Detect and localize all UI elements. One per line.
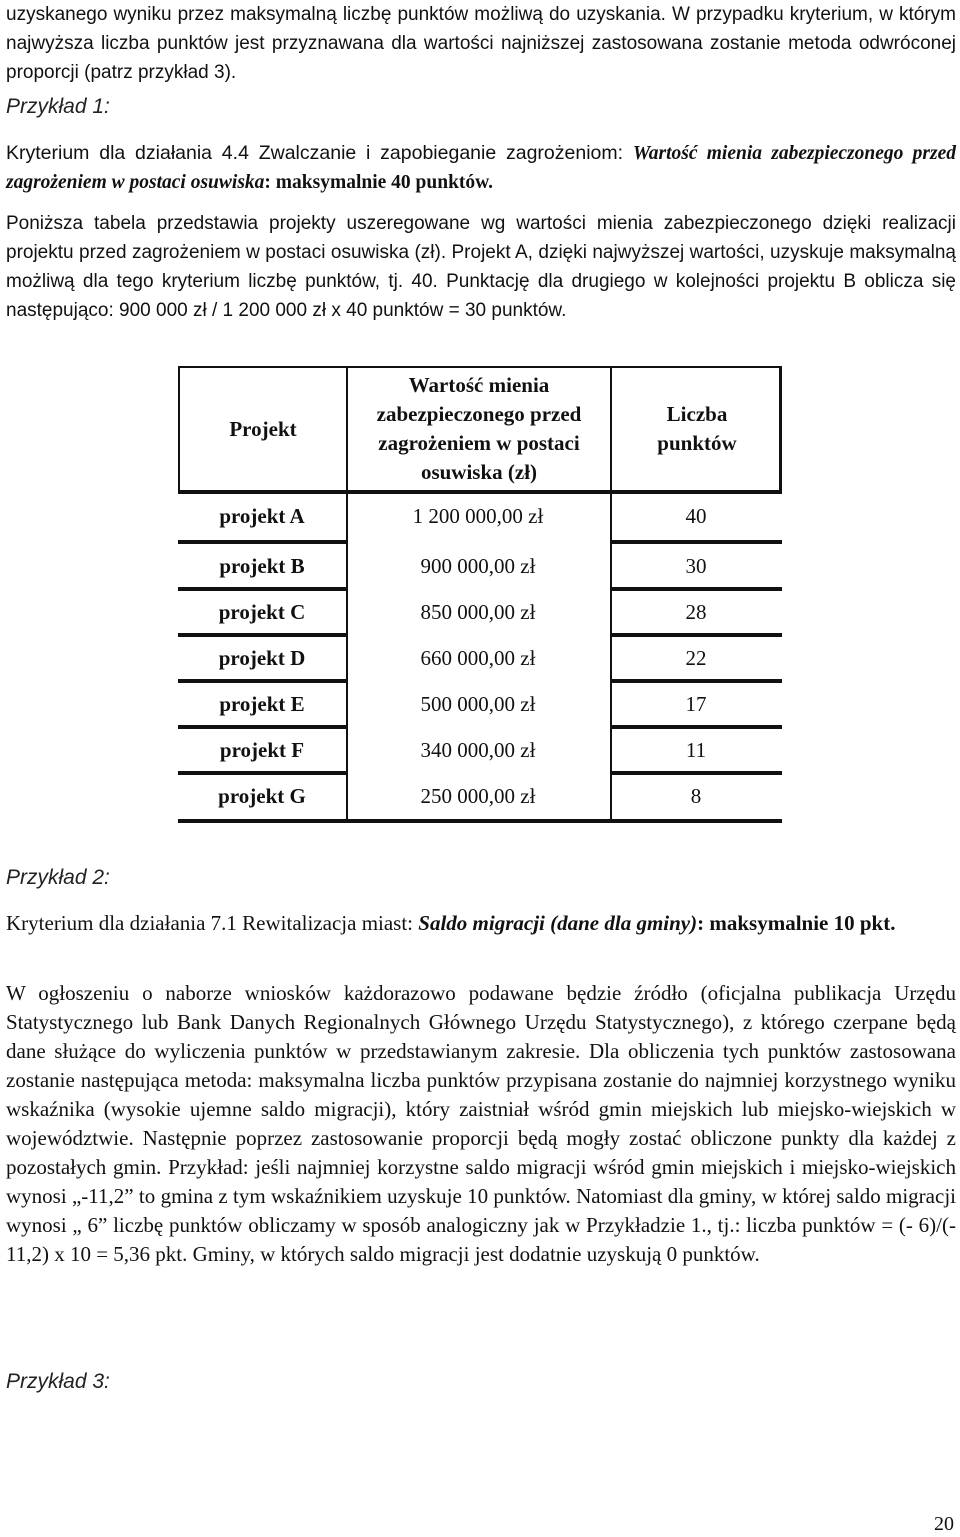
cell-value: 250 000,00 zł (420, 783, 536, 808)
cell-points: 30 (685, 553, 707, 578)
cell-value: 1 200 000,00 zł (412, 503, 544, 528)
example-3-heading: Przykład 3: (6, 1370, 110, 1393)
criterion-suffix: : maksymalnie 40 punktów. (264, 172, 494, 193)
table-row (178, 494, 782, 540)
table-bottom-border (178, 819, 782, 823)
criterion-prefix: Kryterium dla działania 4.4 Zwalczanie i zapobieganie zagrożeniom: (6, 142, 633, 164)
example-2-criterion (6, 909, 956, 938)
table-row (178, 590, 782, 636)
cell-points: 17 (685, 691, 707, 716)
cell-project: projekt A (219, 503, 305, 528)
cell-project: projekt G (218, 783, 306, 808)
header-project: Projekt (180, 368, 348, 490)
cell-value: 340 000,00 zł (420, 737, 536, 762)
cell-points: 28 (685, 599, 707, 624)
header-points: Liczba punktów (657, 402, 737, 455)
cell-value: 500 000,00 zł (420, 691, 536, 716)
table-row (178, 636, 782, 682)
cell-points: 8 (690, 783, 702, 808)
cell-project: projekt B (219, 553, 305, 578)
example-2-heading: Przykład 2: (6, 866, 110, 889)
criterion-prefix: Kryterium dla działania 7.1 Rewitalizacja miast: (6, 911, 419, 935)
cell-project: projekt E (219, 691, 305, 716)
criterion-suffix: : maksymalnie 10 pkt. (697, 911, 896, 935)
table-row (178, 544, 782, 590)
example-1-heading: Przykład 1: (6, 95, 110, 118)
cell-value: 850 000,00 zł (420, 599, 536, 624)
example-1-paragraph: Poniższa tabela przedstawia projekty uszeregowane wg wartości mienia zabezpieczonego dzięki realizacji projektu przed zagrożeniem w postaci osuwiska (zł). Projekt A, dzięki najwyższej wartości, uzyskuje maksymalną możliwą dla tego kryterium liczbę punktów, tj. 40. Punktację dla drugiego w kolejności projektu B oblicza się następująco: 900 000 zł / 1 200 000 zł x 40 punktów = 30 punktów. (6, 213, 956, 321)
example-2-paragraph: W ogłoszeniu o naborze wniosków każdorazowo podawane będzie źródło (oficjalna publikacja Urzędu Statystycznego lub Bank Danych Regionalnych Głównego Urzędu Statystycznego), z którego czerpane będą dane służące do wyliczenia punktów w przedstawianym zakresie. Dla obliczenia tych punktów zastosowana zostanie następująca metoda: maksymalna liczba punktów przypisana zostanie do najmniej korzystnego wyniku wskaźnika (wysokie ujemne saldo migracji), który zaistniał wśród gmin miejskich lub miejsko-wiejskich w województwie. Następnie poprzez zastosowanie proporcji będą mogły zostać obliczone punkty dla każdej z pozostałych gmin. Przykład: jeśli najmniej korzystne saldo migracji wśród gmin miejskich i miejsko-wiejskich wynosi „-11,2” to gmina z tym wskaźnikiem uzyskuje 10 punktów. Natomiast dla gminy, w której saldo migracji wynosi „ 6” liczbę punktów obliczamy w sposób analogiczny jak w Przykładzie 1., tj.: liczba punktów = (- 6)/(- 11,2) x 10 = 5,36 pkt. Gminy, w których saldo migracji jest dodatnie uzyskują 0 punktów. (6, 981, 956, 1266)
table-header (178, 366, 782, 494)
criterion-name: Saldo migracji (dane dla gminy) (418, 911, 698, 935)
header-value: Wartość mienia zabezpieczonego przed zagrożeniem w postaci osuwiska (zł) (348, 368, 612, 490)
cell-value: 660 000,00 zł (420, 645, 536, 670)
cell-points: 40 (685, 503, 707, 528)
cell-points: 11 (685, 737, 707, 762)
table-row (178, 728, 782, 774)
cell-project: projekt F (219, 737, 305, 762)
criterion-name: Wartość mienia zabezpieczonego przed zagrożeniem w postaci osuwiska (6, 143, 956, 193)
table-row (178, 774, 782, 820)
table-row (178, 682, 782, 728)
cell-project: projekt C (218, 599, 306, 624)
cell-value: 900 000,00 zł (420, 553, 536, 578)
intro-paragraph: uzyskanego wyniku przez maksymalną liczbę punktów możliwą do uzyskania. W przypadku kryterium, w którym najwyższa liczba punktów jest przyznawana dla wartości najniższej zastosowana zostanie metoda odwróconej proporcji (patrz przykład 3). (6, 4, 956, 83)
cell-points: 22 (685, 645, 707, 670)
example-1-criterion (6, 139, 956, 197)
page-number: 20 (934, 1513, 954, 1535)
cell-project: projekt D (218, 645, 306, 670)
